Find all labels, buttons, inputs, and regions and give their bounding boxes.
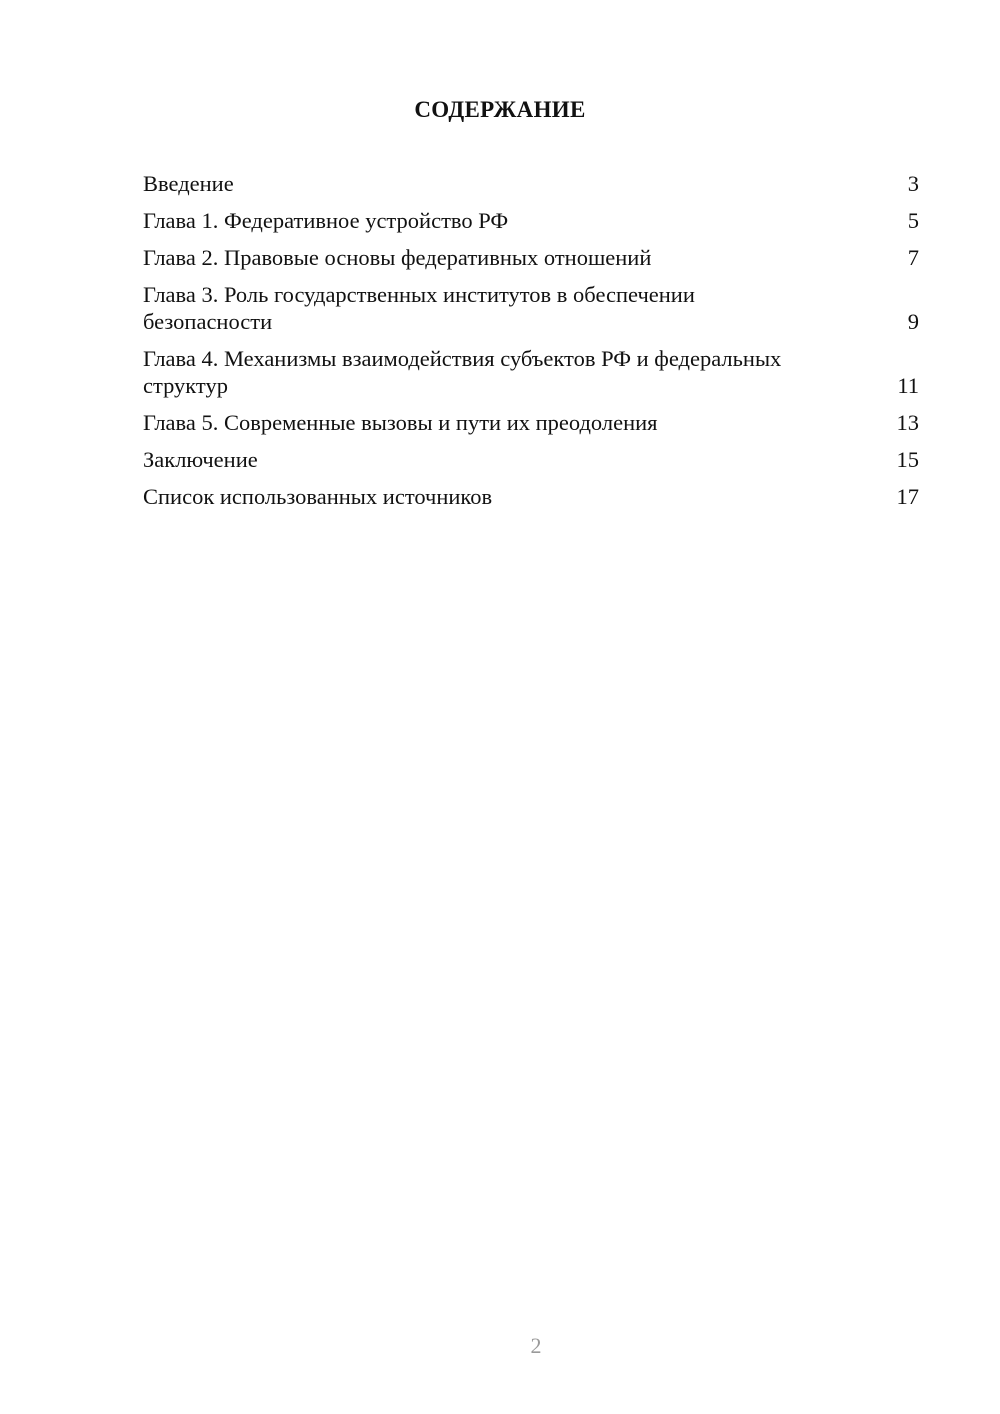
toc-entry-text: Глава 2. Правовые основы федеративных отношений — [143, 245, 652, 270]
table-of-contents — [143, 170, 919, 520]
toc-entry-chapter-2 — [143, 244, 919, 271]
toc-entry-conclusion — [143, 446, 919, 473]
toc-entry-text: Глава 3. Роль государственных институтов в обеспечении безопасности — [143, 282, 695, 334]
toc-entry-references — [143, 483, 919, 510]
toc-title: СОДЕРЖАНИЕ — [414, 97, 586, 122]
toc-entry-chapter-1 — [143, 207, 919, 234]
toc-entry-text: Заключение — [143, 447, 258, 472]
toc-entry-page: 17 — [896, 484, 919, 509]
toc-entry-page: 5 — [907, 208, 919, 233]
toc-entry-introduction — [143, 170, 919, 197]
toc-entry-chapter-3 — [143, 281, 919, 335]
toc-entry-text: Список использованных источников — [143, 484, 493, 509]
toc-entry-page: 7 — [907, 245, 919, 270]
toc-entry-text: Введение — [143, 171, 234, 196]
toc-entry-page: 9 — [907, 309, 919, 334]
toc-entry-page: 3 — [907, 171, 919, 196]
toc-entry-chapter-5 — [143, 409, 919, 436]
toc-entry-chapter-4 — [143, 345, 919, 399]
toc-entry-text: Глава 5. Современные вызовы и пути их преодоления — [143, 410, 658, 435]
toc-entry-page: 11 — [897, 373, 919, 398]
toc-entry-page: 13 — [896, 410, 919, 435]
toc-entry-text: Глава 4. Механизмы взаимодействия субъектов РФ и федеральных структур — [143, 346, 782, 398]
toc-entry-text: Глава 1. Федеративное устройство РФ — [143, 208, 509, 233]
toc-entry-page: 15 — [896, 447, 919, 472]
page-number: 2 — [530, 1333, 542, 1358]
